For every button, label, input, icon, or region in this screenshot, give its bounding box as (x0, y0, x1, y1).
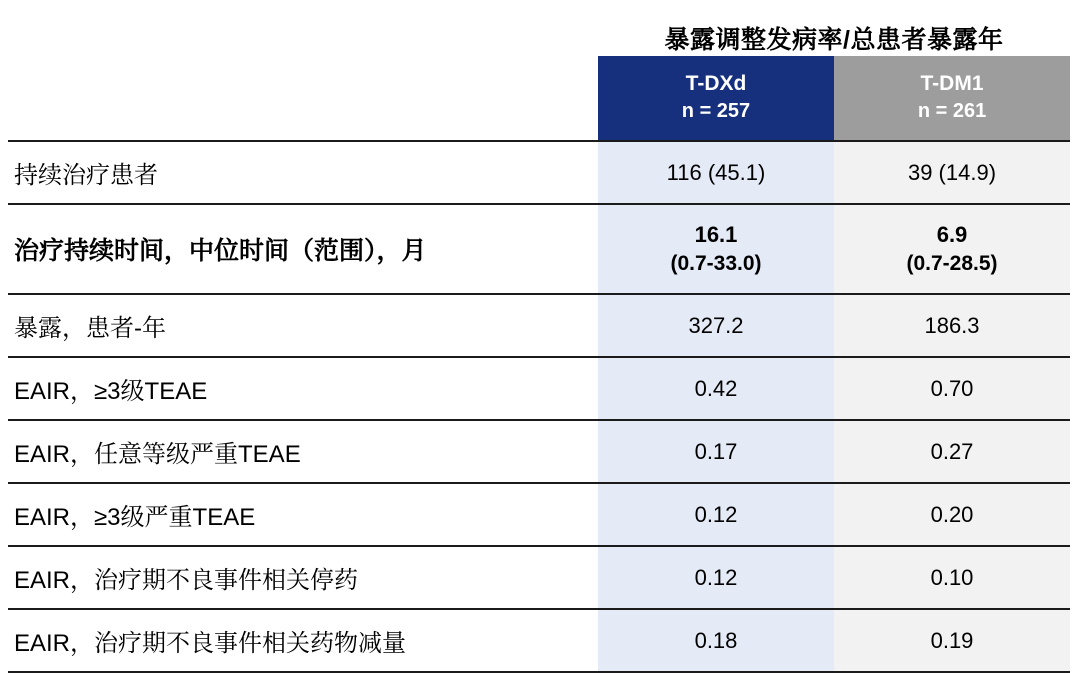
table-row (8, 420, 1070, 483)
row-label: EAIR，≥3级严重TEAE (8, 483, 598, 546)
row-value-tdm1: 186.3 (834, 294, 1070, 357)
table-row (8, 483, 1070, 546)
column-header-tdm1-n: n = 261 (917, 99, 987, 122)
row-label: 持续治疗患者 (8, 141, 598, 204)
row-value-tdxd-range: (0.7-33.0) (670, 251, 762, 275)
row-label: EAIR，任意等级严重TEAE (8, 420, 598, 483)
row-label: 暴露，患者-年 (8, 294, 598, 357)
row-value-tdxd-main: 16.1 (694, 222, 738, 248)
row-value-tdm1-range: (0.7-28.5) (906, 251, 998, 275)
column-header-tdxd-name: T-DXd (685, 72, 747, 95)
column-header-tdm1 (834, 56, 1070, 141)
row-label: 治疗持续时间，中位时间（范围），月 (8, 204, 598, 294)
super-header-title: 暴露调整发病率/总患者暴露年 (664, 26, 1004, 54)
row-value-tdxd: 0.42 (598, 357, 834, 420)
row-value-tdm1-main: 6.9 (936, 222, 968, 248)
row-value-tdxd: 116 (45.1) (598, 141, 834, 204)
row-value-tdm1: 0.19 (834, 609, 1070, 672)
row-value-tdxd: 327.2 (598, 294, 834, 357)
header-label-blank (8, 56, 598, 141)
row-value-tdxd: 0.12 (598, 546, 834, 609)
row-value-tdxd (598, 204, 834, 294)
row-value-tdm1: 0.70 (834, 357, 1070, 420)
row-value-tdxd: 0.12 (598, 483, 834, 546)
row-value-tdxd: 0.17 (598, 420, 834, 483)
row-value-tdm1: 0.10 (834, 546, 1070, 609)
efficacy-safety-table (8, 0, 1070, 673)
column-header-tdxd (598, 56, 834, 141)
row-value-tdm1: 0.27 (834, 420, 1070, 483)
super-header-spacer (8, 0, 598, 56)
table-row (8, 204, 1070, 294)
column-header-tdm1-name: T-DM1 (920, 72, 984, 95)
column-header-tdxd-n: n = 257 (681, 99, 751, 122)
row-label: EAIR，治疗期不良事件相关药物减量 (8, 609, 598, 672)
super-header-row (8, 0, 1070, 56)
table-row (8, 546, 1070, 609)
row-label: EAIR，治疗期不良事件相关停药 (8, 546, 598, 609)
row-label: EAIR，≥3级TEAE (8, 357, 598, 420)
column-header-row (8, 56, 1070, 141)
row-value-tdxd: 0.18 (598, 609, 834, 672)
table-row (8, 357, 1070, 420)
row-value-tdm1 (834, 204, 1070, 294)
row-value-tdm1: 0.20 (834, 483, 1070, 546)
table-row (8, 294, 1070, 357)
table-row (8, 141, 1070, 204)
row-value-tdm1: 39 (14.9) (834, 141, 1070, 204)
